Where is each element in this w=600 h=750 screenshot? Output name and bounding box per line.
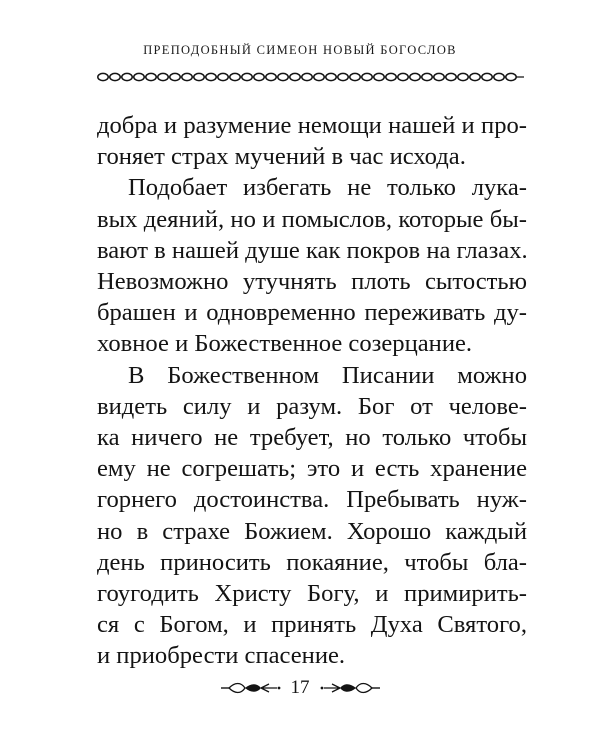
- chain-link: [218, 73, 228, 80]
- running-head: ПРЕПОДОБНЫЙ СИМЕОН НОВЫЙ БОГОСЛОВ: [143, 43, 457, 57]
- right-fleuron-icon: [320, 681, 382, 695]
- chain-link: [206, 73, 216, 80]
- page-number: 17: [290, 677, 310, 698]
- chain-link: [122, 73, 132, 80]
- chain-link: [410, 73, 420, 80]
- text-line: видеть силу и разум. Бог от челове-: [97, 392, 527, 420]
- chain-link: [362, 73, 372, 80]
- chain-link: [278, 73, 288, 80]
- chain-link: [194, 73, 204, 80]
- chain-link: [230, 73, 240, 80]
- left-fleuron-icon: [219, 681, 281, 695]
- paragraph-3: [97, 360, 527, 672]
- chain-link: [338, 73, 348, 80]
- chain-link: [470, 73, 480, 80]
- text-line: гоняет страх мучений в час исхода.: [97, 143, 466, 171]
- chain-link: [398, 73, 408, 80]
- text-line: добра и разумение немощи нашей и про-: [97, 112, 527, 139]
- chain-link: [182, 73, 192, 80]
- chain-link: [242, 73, 252, 80]
- chain-link: [98, 73, 108, 80]
- chain-link: [458, 73, 468, 80]
- text-line: горнего достоинства. Пребывать нуж-: [97, 486, 527, 514]
- text-line: ся с Богом, и принять Духа Святого,: [97, 611, 527, 639]
- chain-link: [158, 73, 168, 80]
- text-line: ка ничего не требует, но только чтобы: [97, 424, 527, 452]
- chain-link: [350, 73, 360, 80]
- chain-link: [422, 73, 432, 80]
- chain-link: [482, 73, 492, 80]
- chain-link: [254, 73, 264, 80]
- chain-link: [290, 73, 300, 80]
- chain-link: [506, 73, 516, 80]
- paragraph-1: [97, 110, 527, 172]
- chain-link: [386, 73, 396, 80]
- chain-link: [494, 73, 504, 80]
- chain-link: [374, 73, 384, 80]
- text-line: день приносить покаяние, чтобы бла-: [97, 548, 527, 576]
- text-line: и приобрести спасение.: [97, 642, 346, 670]
- text-line: Невозможно утучнять плоть сытостью: [97, 268, 527, 296]
- chain-link: [434, 73, 444, 80]
- page-footer: [0, 676, 600, 700]
- text-line: вых деяний, но и помыслов, которые бы-: [97, 205, 527, 233]
- chain-link: [266, 73, 276, 80]
- text-line: брашен и одновременно переживать ду-: [97, 299, 527, 327]
- chain-link: [302, 73, 312, 80]
- text-line: Подобает избегать не только лука-: [128, 174, 527, 202]
- text-line: В Божественном Писании можно: [128, 361, 527, 389]
- chain-link: [110, 73, 120, 80]
- chain-link: [314, 73, 324, 80]
- paragraph-2: [97, 172, 527, 359]
- body-text: [97, 110, 527, 672]
- text-line: ему не согрешать; это и есть хранение: [97, 455, 527, 483]
- chain-link: [146, 73, 156, 80]
- chain-link: [134, 73, 144, 80]
- chain-link: [170, 73, 180, 80]
- chain-link: [446, 73, 456, 80]
- text-line: гоугодить Христу Богу, и примирить-: [97, 580, 527, 608]
- text-line: вают в нашей душе как покров на глазах.: [97, 236, 528, 264]
- text-line: ховное и Божественное созерцание.: [97, 330, 473, 358]
- chain-link: [326, 73, 336, 80]
- ornamental-rule: [97, 70, 527, 84]
- text-line: но в страхе Божием. Хорошо каждый: [97, 517, 527, 545]
